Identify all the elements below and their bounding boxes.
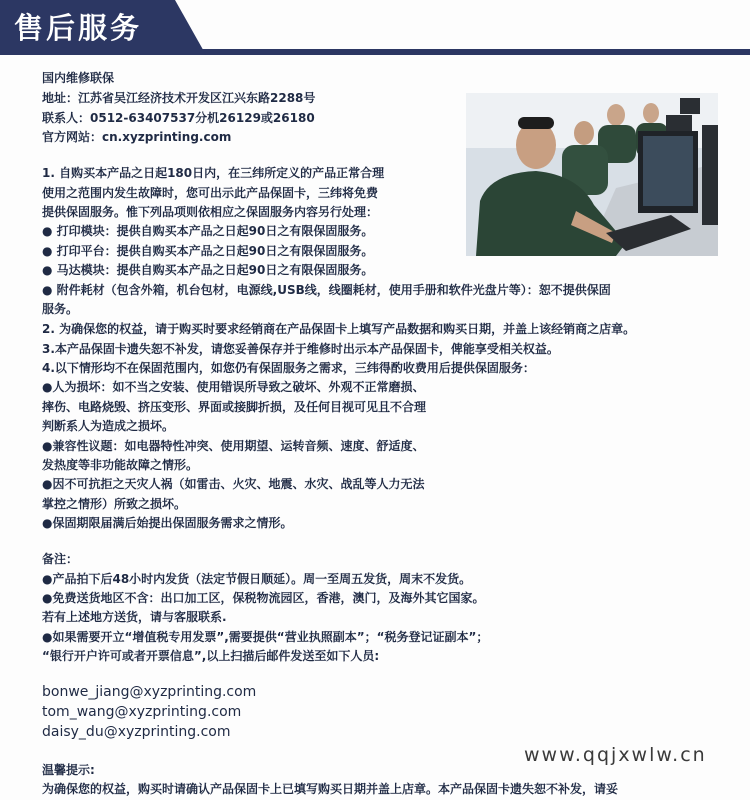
body-line: 使用之范围内发生故障时，您可出示此产品保固卡，三纬将免费 [42,186,379,200]
site-watermark: www.qqjxwlw.cn [524,744,707,766]
notes-line: 若有上述地方送货，请与客服联系. [42,610,227,624]
body-line: ●因不可抗拒之天灾人祸（如雷击、火灾、地震、水灾、战乱等人力无法 [42,477,425,491]
contact-address: 地址：江苏省吴江经济技术开发区江兴东路2288号 [42,91,316,105]
service-staff-photo [466,93,718,256]
body-line: 1. 自购买本产品之日起180日内，在三纬所定义的产品正常合理 [42,166,385,180]
notes-line: “银行开户许可或者开票信息”,以上扫描后邮件发送至如下人员: [42,649,380,663]
notes-line: ●如果需要开立“增值税专用发票”,需要提供“营业执照副本”；“税务登记证副本”； [42,630,489,644]
email-bonwe[interactable]: bonwe_jiang@xyzprinting.com [42,684,257,700]
contact-phone: 联系人：0512-63407537分机26129或26180 [42,111,315,125]
body-line: ● 打印模块：提供自购买本产品之日起90日之有限保固服务。 [42,224,374,238]
body-line: 3.本产品保固卡遗失恕不补发，请您妥善保存并于维修时出示本产品保固卡，俾能享受相关权益。 [42,342,559,356]
body-line: 2. 为确保您的权益，请于购买时要求经销商在产品保固卡上填写产品数据和购买日期，并盖上该经销商之店章。 [42,322,636,336]
body-line: 4.以下情形均不在保固范围内，如您仍有保固服务之需求，三纬得酌收费用后提供保固服务： [42,361,535,375]
body-line: 发热度等非功能故障之情形。 [42,458,199,472]
notes-heading: 备注： [42,552,79,566]
body-line: 摔伤、电路烧毁、挤压变形、界面或接脚折损，及任何目视可见且不合理 [42,400,427,414]
body-line: ●兼容性议题：如电器特性冲突、使用期望、运转音频、速度、舒适度、 [42,439,425,453]
header-banner [0,0,750,58]
body-line: 掌控之情形）所致之损坏。 [42,497,187,511]
email-tom[interactable]: tom_wang@xyzprinting.com [42,704,242,720]
body-line: ●人为损坏：如不当之安装、使用错误所导致之破坏、外观不正常磨损、 [42,380,425,394]
contact-heading: 国内维修联保 [42,71,115,85]
notes-line: ●免费送货地区不含：出口加工区，保税物流园区，香港，澳门，及海外其它国家。 [42,591,485,605]
body-line: 服务。 [42,302,79,316]
body-line: ● 打印平台：提供自购买本产品之日起90日之有限保固服务。 [42,244,374,258]
notes-line: ●产品拍下后48小时内发货（法定节假日顺延）。周一至周五发货，周末不发货。 [42,572,472,586]
tips-text: 为确保您的权益，购买时请确认产品保固卡上已填写购买日期并盖上店章。本产品保固卡遗失恕不补发，请妥 [42,782,619,796]
body-line: 判断系人为造成之损坏。 [42,419,175,433]
tips-heading: 温馨提示: [42,763,95,777]
body-line: ● 马达模块：提供自购买本产品之日起90日之有限保固服务。 [42,263,374,277]
body-line: ● 附件耗材（包含外箱，机台包材，电源线,USB线，线圈耗材，使用手册和软件光盘片等）：恕不提供保固 [42,283,611,297]
email-daisy[interactable]: daisy_du@xyzprinting.com [42,724,231,740]
body-line: ●保固期限届满后始提出保固服务需求之情形。 [42,516,293,530]
page-title: 售后服务 [14,11,143,45]
body-line: 提供保固服务。惟下列品项则依相应之保固服务内容另行处理： [42,205,379,219]
contact-website: 官方网站：cn.xyzprinting.com [42,130,232,144]
